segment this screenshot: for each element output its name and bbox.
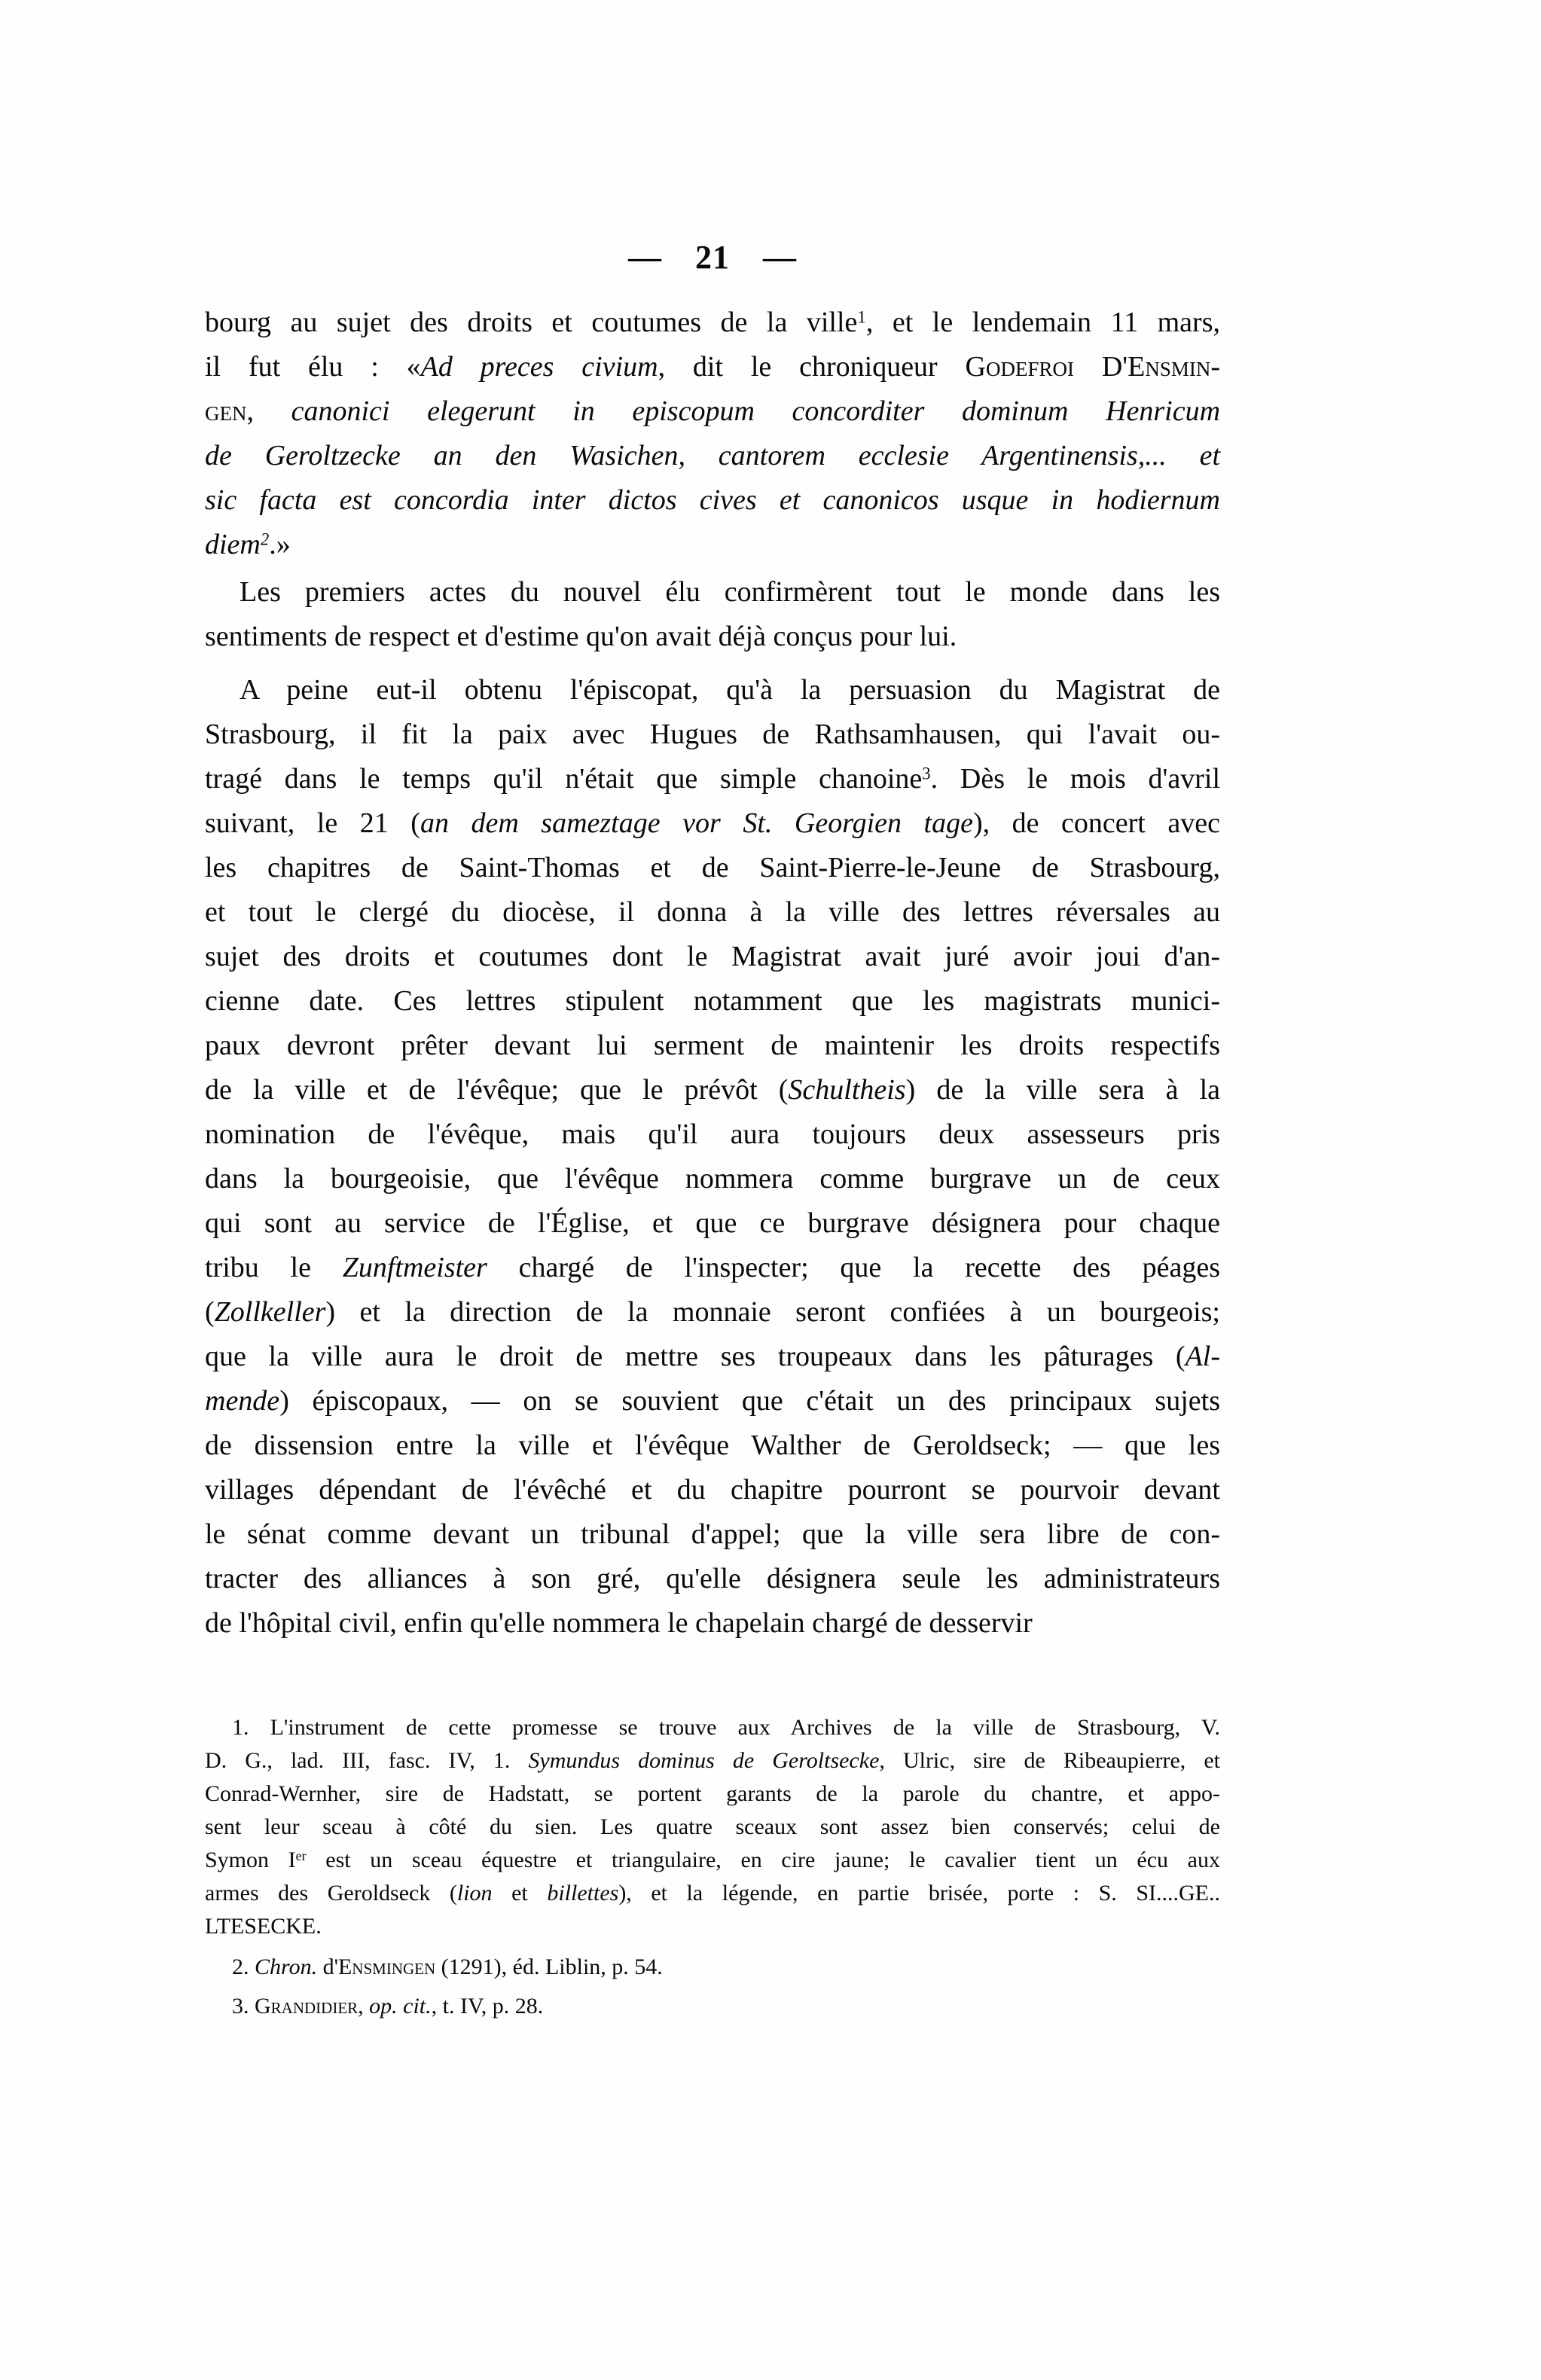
text-line (205, 1335, 1220, 1379)
text-line (205, 1512, 1220, 1557)
text-line (205, 434, 1220, 478)
text-segment: Ulric, sire de Ribeaupierre, et (884, 1748, 1221, 1773)
text-segment: les chapitres de Saint-Thomas et de Saint-Pierre-le-Jeune de Strasbourg, (205, 852, 1220, 883)
text-segment: lion (456, 1881, 493, 1906)
text-line (205, 1468, 1220, 1512)
text-line (205, 1811, 1220, 1844)
text-line (205, 523, 1220, 567)
text-segment: suivant, le 21 ( (205, 807, 420, 839)
text-segment: le sénat comme devant un tribunal d'appel; que la ville sera libre de con- (205, 1518, 1220, 1550)
text-segment: de la ville et de l'évêque; que le prévôt ( (205, 1074, 789, 1106)
text-segment: Ensmingen (337, 1954, 436, 1979)
text-segment: . Dès le mois d'avril (930, 763, 1221, 795)
text-segment: Chron. (255, 1954, 318, 1979)
text-line (205, 478, 1220, 523)
text-segment: , dit le chroniqueur (658, 351, 966, 383)
text-segment: Schultheis (788, 1074, 906, 1106)
text-line (205, 1744, 1220, 1777)
text-segment: ), et la légende, en partie brisée, porte : S. SI....GE.. (618, 1881, 1220, 1906)
text-segment: Zollkeller (214, 1296, 326, 1328)
text-segment: Godefroi D'Ensmin- (965, 351, 1220, 383)
text-line (205, 1290, 1220, 1335)
text-segment: D. G., lad. III, fasc. IV, 1. (205, 1748, 529, 1773)
text-segment: (1291), éd. Liblin, p. 54. (435, 1954, 663, 1979)
text-line (205, 1601, 1220, 1646)
text-segment: ) et la direction de la monnaie seront confiées à un bourgeois; (325, 1296, 1220, 1328)
text-segment: Symundus dominus de Geroltsecke, (528, 1748, 885, 1773)
text-segment: Zunftmeister (342, 1252, 487, 1283)
text-segment: sujet des droits et coutumes dont le Magistrat avait juré avoir joui d'an- (205, 941, 1220, 972)
text-line (205, 1951, 1220, 1984)
text-segment: , t. IV, p. 28. (431, 1994, 544, 2018)
text-line (205, 668, 1220, 712)
text-line (205, 570, 1220, 615)
text-line (205, 712, 1220, 757)
page-number: — 21 — (628, 239, 797, 276)
text-segment: ) de la ville sera à la (905, 1074, 1220, 1106)
text-line (205, 345, 1220, 389)
text-line (205, 890, 1220, 935)
text-segment: 2. (232, 1954, 255, 1979)
text-segment: , (358, 1994, 370, 2018)
text-segment: Grandidier (255, 1994, 359, 2018)
text-segment: Ad preces civium (420, 351, 658, 383)
text-segment: , et le lendemain 11 mars, (865, 307, 1220, 338)
text-segment: tracter des alliances à son gré, qu'elle désignera seule les administrateurs (205, 1563, 1220, 1594)
text-segment: de l'hôpital civil, enfin qu'elle nommera le chapelain chargé de desservir (205, 1607, 1033, 1639)
text-line (205, 1246, 1220, 1290)
text-segment: il fut élu : « (205, 351, 421, 383)
text-segment: Symon I (205, 1848, 296, 1872)
text-line (205, 1068, 1220, 1112)
text-segment: 3 (922, 764, 931, 783)
text-line (205, 1557, 1220, 1601)
text-segment: 1 (857, 307, 866, 327)
text-line (205, 1112, 1220, 1157)
text-line (205, 1379, 1220, 1423)
text-segment: villages dépendant de l'évêché et du chapitre pourront se pourvoir devant (205, 1474, 1220, 1506)
text-segment: an dem sameztage vor St. Georgien tage (420, 807, 973, 839)
text-segment: d' (317, 1954, 338, 1979)
text-segment: canonici elegerunt in episcopum concorditer dominum Henricum (291, 395, 1221, 427)
text-line (205, 1201, 1220, 1246)
text-line (205, 1024, 1220, 1068)
text-segment: sentiments de respect et d'estime qu'on avait déjà conçus pour lui. (205, 621, 957, 652)
text-segment: et tout le clergé du diocèse, il donna à la ville des lettres réversales au (205, 896, 1220, 928)
text-line (205, 301, 1220, 345)
text-segment: dans la bourgeoisie, que l'évêque nommera comme burgrave un de ceux (205, 1163, 1220, 1195)
text-segment: , (246, 395, 291, 427)
text-segment: qui sont au service de l'Église, et que ce burgrave désignera pour chaque (205, 1207, 1220, 1239)
text-line (205, 1777, 1220, 1811)
text-line (205, 801, 1220, 846)
text-segment: sic facta est concordia inter dictos cives et canonicos usque in hodiernum (205, 484, 1220, 516)
text-line (205, 979, 1220, 1024)
text-segment: 1. L'instrument de cette promesse se trouve aux Archives de la ville de Strasbourg, V. (232, 1715, 1220, 1740)
text-line (205, 1423, 1220, 1468)
text-segment: er (295, 1848, 307, 1863)
text-line (205, 1877, 1220, 1910)
body-text (205, 301, 1220, 1646)
text-line (205, 1990, 1220, 2023)
text-segment: armes des Geroldseck ( (205, 1881, 457, 1906)
text-segment: de Geroltzecke an den Wasichen, cantorem ecclesie Argentinensis,... et (205, 440, 1220, 471)
text-segment: ) épiscopaux, — on se souvient que c'était un des principaux sujets (279, 1385, 1220, 1417)
text-segment: Al- (1185, 1341, 1220, 1372)
text-segment: op. cit. (369, 1994, 432, 2018)
text-segment: tragé dans le temps qu'il n'était que simple chanoine (205, 763, 923, 795)
text-segment: 3. (232, 1994, 255, 2018)
text-segment: ( (205, 1296, 215, 1328)
text-segment: est un sceau équestre et triangulaire, en cire jaune; le cavalier tient un écu aux (306, 1848, 1220, 1872)
text-segment: sent leur sceau à côté du sien. Les quatre sceaux sont assez bien conservés; celui de (205, 1814, 1220, 1839)
text-segment: bourg au sujet des droits et coutumes de la ville (205, 307, 858, 338)
text-segment: Conrad-Wernher, sire de Hadstatt, se portent garants de la parole du chantre, et appo- (205, 1781, 1220, 1806)
text-segment: chargé de l'inspecter; que la recette des péages (487, 1252, 1220, 1283)
text-segment: Les premiers actes du nouvel élu confirmèrent tout le monde dans les (240, 576, 1220, 608)
text-segment: mende (205, 1385, 280, 1417)
text-segment: A peine eut-il obtenu l'épiscopat, qu'à la persuasion du Magistrat de (240, 674, 1220, 706)
text-segment: tribu le (205, 1252, 343, 1283)
text-segment: diem (205, 529, 261, 560)
text-segment: cienne date. Ces lettres stipulent notamment que les magistrats munici- (205, 985, 1220, 1017)
text-line (205, 615, 1220, 659)
text-line (205, 1157, 1220, 1201)
text-segment: ), de concert avec (972, 807, 1220, 839)
text-line (205, 389, 1220, 434)
text-line (205, 757, 1220, 801)
text-segment: billettes (547, 1881, 619, 1906)
text-segment: de dissension entre la ville et l'évêque Walther de Geroldseck; — que les (205, 1430, 1220, 1461)
footnotes-section (205, 1711, 1220, 2023)
text-segment: 2 (260, 529, 270, 549)
text-line (205, 1910, 1220, 1943)
text-line (205, 1711, 1220, 1744)
text-segment: que la ville aura le droit de mettre ses troupeaux dans les pâturages ( (205, 1341, 1186, 1372)
text-line (205, 846, 1220, 890)
text-segment: LTESECKE. (205, 1914, 322, 1939)
text-segment: .» (269, 529, 291, 560)
text-segment: et (492, 1881, 548, 1906)
text-line (205, 1844, 1220, 1877)
text-segment: nomination de l'évêque, mais qu'il aura toujours deux assesseurs pris (205, 1118, 1220, 1150)
text-segment: Strasbourg, il fit la paix avec Hugues de Rathsamhausen, qui l'avait ou- (205, 719, 1220, 750)
text-segment: paux devront prêter devant lui serment de maintenir les droits respectifs (205, 1030, 1220, 1061)
text-line (205, 935, 1220, 979)
text-segment: gen (205, 395, 247, 427)
